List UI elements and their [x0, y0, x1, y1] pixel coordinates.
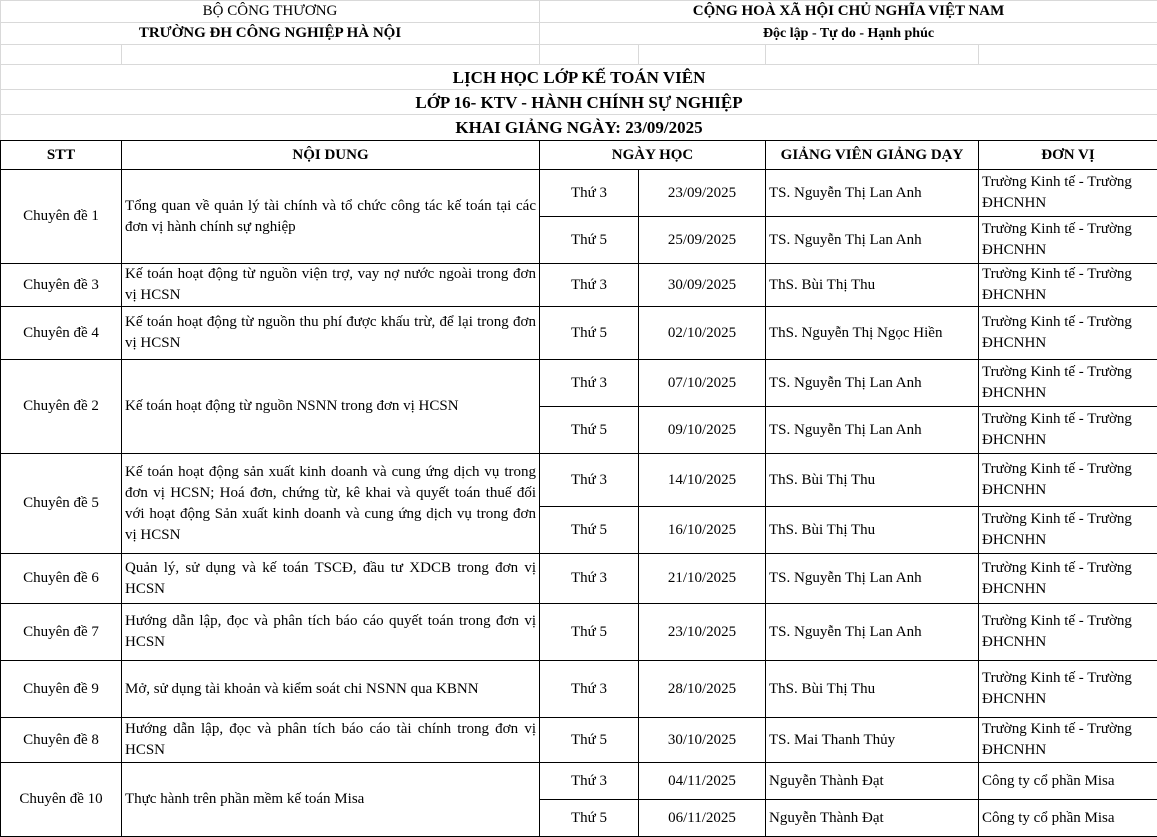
content-cell: Kế toán hoạt động sản xuất kinh doanh và cung ứng dịch vụ trong đơn vị HCSN; Hoá đơn, chứng từ, kê khai và quyết toán thuế đối với hoạt động Sản xuất kinh doanh và cung ứng dịch vụ trong đơn vị HCSN [122, 454, 540, 554]
lecturer-cell: TS. Nguyễn Thị Lan Anh [766, 554, 979, 604]
content-cell: Hướng dẫn lập, đọc và phân tích báo cáo tài chính trong đơn vị HCSN [122, 718, 540, 763]
lecturer-cell: TS. Nguyễn Thị Lan Anh [766, 360, 979, 407]
topic-cell: Chuyên đề 6 [1, 554, 122, 604]
date-cell: 04/11/2025 [639, 763, 766, 800]
col-unit: ĐƠN VỊ [979, 141, 1157, 170]
class-title: LỚP 16- KTV - HÀNH CHÍNH SỰ NGHIỆP [1, 90, 1157, 115]
topic-cell: Chuyên đề 2 [1, 360, 122, 454]
opening-date: KHAI GIẢNG NGÀY: 23/09/2025 [1, 115, 1157, 141]
unit-cell: Trường Kinh tế - Trường ĐHCNHN [979, 454, 1157, 507]
date-cell: 06/11/2025 [639, 800, 766, 837]
lecturer-cell: TS. Nguyễn Thị Lan Anh [766, 604, 979, 661]
day-cell: Thứ 5 [540, 800, 639, 837]
table-row [1, 604, 1157, 661]
date-cell: 02/10/2025 [639, 307, 766, 360]
day-cell: Thứ 5 [540, 718, 639, 763]
date-cell: 25/09/2025 [639, 217, 766, 264]
col-content: NỘI DUNG [122, 141, 540, 170]
day-cell: Thứ 3 [540, 763, 639, 800]
date-cell: 28/10/2025 [639, 661, 766, 718]
unit-cell: Trường Kinh tế - Trường ĐHCNHN [979, 661, 1157, 718]
header-table [0, 0, 1157, 141]
date-cell: 23/10/2025 [639, 604, 766, 661]
date-cell: 16/10/2025 [639, 507, 766, 554]
unit-cell: Trường Kinh tế - Trường ĐHCNHN [979, 407, 1157, 454]
topic-cell: Chuyên đề 3 [1, 264, 122, 307]
unit-cell: Trường Kinh tế - Trường ĐHCNHN [979, 360, 1157, 407]
table-row [1, 307, 1157, 360]
table-row [1, 360, 1157, 407]
content-cell: Mở, sử dụng tài khoản và kiểm soát chi NSNN qua KBNN [122, 661, 540, 718]
lecturer-cell: ThS. Bùi Thị Thu [766, 264, 979, 307]
ministry-name: BỘ CÔNG THƯƠNG [1, 1, 540, 23]
day-cell: Thứ 5 [540, 604, 639, 661]
topic-cell: Chuyên đề 8 [1, 718, 122, 763]
table-row [1, 763, 1157, 800]
topic-cell: Chuyên đề 9 [1, 661, 122, 718]
content-cell: Quản lý, sử dụng và kế toán TSCĐ, đầu tư XDCB trong đơn vị HCSN [122, 554, 540, 604]
unit-cell: Trường Kinh tế - Trường ĐHCNHN [979, 170, 1157, 217]
unit-cell: Trường Kinh tế - Trường ĐHCNHN [979, 307, 1157, 360]
lecturer-cell: Nguyễn Thành Đạt [766, 763, 979, 800]
content-cell: Tổng quan về quản lý tài chính và tổ chức công tác kế toán tại các đơn vị hành chính sự nghiệp [122, 170, 540, 264]
col-date: NGÀY HỌC [540, 141, 766, 170]
table-row [1, 170, 1157, 217]
content-cell: Kế toán hoạt động từ nguồn NSNN trong đơn vị HCSN [122, 360, 540, 454]
schedule-table [0, 140, 1157, 837]
table-row [1, 661, 1157, 718]
unit-cell: Trường Kinh tế - Trường ĐHCNHN [979, 264, 1157, 307]
date-cell: 23/09/2025 [639, 170, 766, 217]
day-cell: Thứ 3 [540, 554, 639, 604]
lecturer-cell: Nguyễn Thành Đạt [766, 800, 979, 837]
table-row [1, 264, 1157, 307]
unit-cell: Trường Kinh tế - Trường ĐHCNHN [979, 604, 1157, 661]
topic-cell: Chuyên đề 7 [1, 604, 122, 661]
day-cell: Thứ 3 [540, 661, 639, 718]
day-cell: Thứ 3 [540, 454, 639, 507]
country-name: CỘNG HOÀ XÃ HỘI CHỦ NGHĨA VIỆT NAM [540, 1, 1157, 23]
topic-cell: Chuyên đề 4 [1, 307, 122, 360]
day-cell: Thứ 5 [540, 217, 639, 264]
unit-cell: Trường Kinh tế - Trường ĐHCNHN [979, 217, 1157, 264]
day-cell: Thứ 5 [540, 407, 639, 454]
day-cell: Thứ 5 [540, 307, 639, 360]
unit-cell: Công ty cổ phần Misa [979, 800, 1157, 837]
date-cell: 30/10/2025 [639, 718, 766, 763]
day-cell: Thứ 5 [540, 507, 639, 554]
day-cell: Thứ 3 [540, 170, 639, 217]
schedule-title: LỊCH HỌC LỚP KẾ TOÁN VIÊN [1, 65, 1157, 90]
date-cell: 09/10/2025 [639, 407, 766, 454]
day-cell: Thứ 3 [540, 264, 639, 307]
unit-cell: Trường Kinh tế - Trường ĐHCNHN [979, 507, 1157, 554]
topic-cell: Chuyên đề 1 [1, 170, 122, 264]
lecturer-cell: TS. Nguyễn Thị Lan Anh [766, 217, 979, 264]
school-name: TRƯỜNG ĐH CÔNG NGHIỆP HÀ NỘI [1, 23, 540, 45]
col-stt: STT [1, 141, 122, 170]
content-cell: Thực hành trên phần mềm kế toán Misa [122, 763, 540, 837]
lecturer-cell: ThS. Nguyễn Thị Ngọc Hiền [766, 307, 979, 360]
topic-cell: Chuyên đề 5 [1, 454, 122, 554]
lecturer-cell: ThS. Bùi Thị Thu [766, 661, 979, 718]
table-row [1, 554, 1157, 604]
column-header-row [1, 141, 1157, 170]
day-cell: Thứ 3 [540, 360, 639, 407]
date-cell: 14/10/2025 [639, 454, 766, 507]
table-row [1, 718, 1157, 763]
motto: Độc lập - Tự do - Hạnh phúc [540, 23, 1157, 45]
lecturer-cell: TS. Mai Thanh Thủy [766, 718, 979, 763]
content-cell: Kế toán hoạt động từ nguồn thu phí được khấu trừ, để lại trong đơn vị HCSN [122, 307, 540, 360]
lecturer-cell: TS. Nguyễn Thị Lan Anh [766, 407, 979, 454]
date-cell: 30/09/2025 [639, 264, 766, 307]
col-lecturer: GIẢNG VIÊN GIẢNG DẠY [766, 141, 979, 170]
lecturer-cell: ThS. Bùi Thị Thu [766, 454, 979, 507]
unit-cell: Trường Kinh tế - Trường ĐHCNHN [979, 718, 1157, 763]
date-cell: 07/10/2025 [639, 360, 766, 407]
lecturer-cell: ThS. Bùi Thị Thu [766, 507, 979, 554]
date-cell: 21/10/2025 [639, 554, 766, 604]
content-cell: Hướng dẫn lập, đọc và phân tích báo cáo quyết toán trong đơn vị HCSN [122, 604, 540, 661]
topic-cell: Chuyên đề 10 [1, 763, 122, 837]
content-cell: Kế toán hoạt động từ nguồn viện trợ, vay nợ nước ngoài trong đơn vị HCSN [122, 264, 540, 307]
unit-cell: Trường Kinh tế - Trường ĐHCNHN [979, 554, 1157, 604]
unit-cell: Công ty cổ phần Misa [979, 763, 1157, 800]
table-row [1, 454, 1157, 507]
lecturer-cell: TS. Nguyễn Thị Lan Anh [766, 170, 979, 217]
